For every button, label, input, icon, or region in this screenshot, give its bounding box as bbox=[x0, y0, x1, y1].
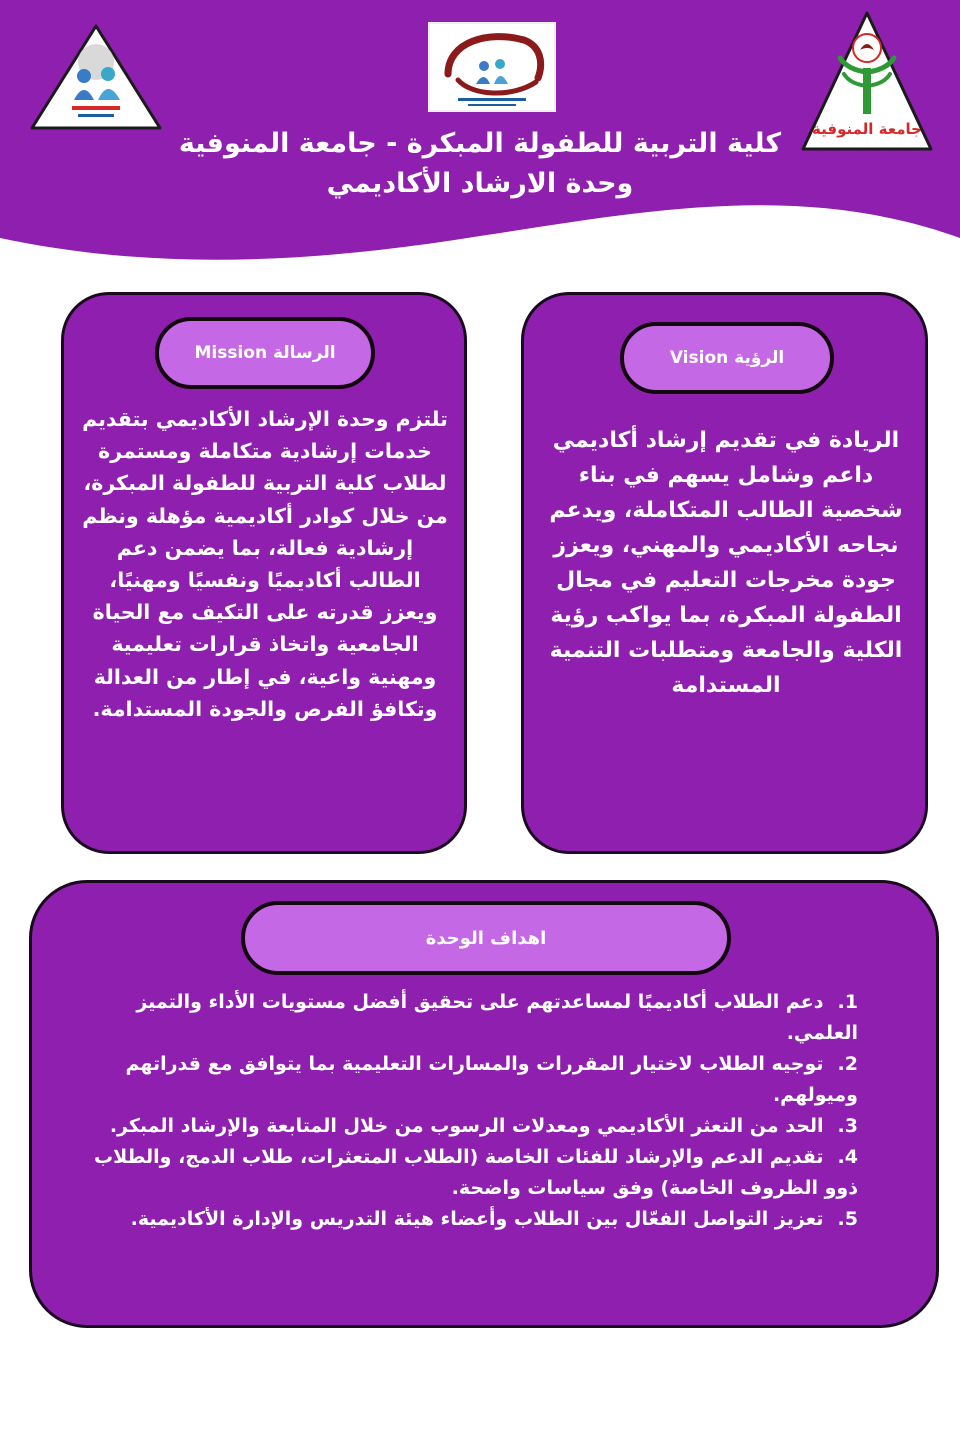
goal-text: توجيه الطلاب لاختيار المقررات والمسارات التعليمية بما يتوافق مع قدراتهم وميولهم. bbox=[125, 1053, 858, 1106]
goals-label-pill bbox=[241, 901, 731, 975]
goal-number: 4. bbox=[837, 1146, 858, 1168]
mission-label-pill bbox=[155, 317, 375, 389]
page-subtitle: وحدة الارشاد الأكاديمي bbox=[326, 168, 634, 199]
goal-text: تعزيز التواصل الفعّال بين الطلاب وأعضاء هيئة التدريس والإدارة الأكاديمية. bbox=[130, 1208, 824, 1230]
menoufia-logo-text: جامعة المنوفية bbox=[812, 120, 922, 138]
goal-number: 2. bbox=[837, 1053, 858, 1075]
goals-card bbox=[29, 880, 939, 1328]
vision-text: الريادة في تقديم إرشاد أكاديمي داعم وشامل يسهم في بناء شخصية الطالب المتكاملة، ويدعم نجاحه الأكاديمي والمهني، ويعزز جودة مخرجات التعليم في مجال الطفولة المبكرة، بما يواكب رؤية الكلية والجامعة ومتطلبات التنمية المستدامة bbox=[549, 428, 903, 698]
goal-text: الحد من التعثر الأكاديمي ومعدلات الرسوب من خلال المتابعة والإرشاد المبكر. bbox=[109, 1115, 824, 1137]
mission-label: الرسالة Mission bbox=[194, 343, 336, 363]
page-title: كلية التربية للطفولة المبكرة - جامعة المنوفية bbox=[178, 128, 782, 159]
goal-number: 1. bbox=[837, 991, 858, 1013]
goals-list bbox=[68, 987, 858, 1235]
vision-card bbox=[521, 292, 928, 854]
academic-guidance-unit-logo-icon bbox=[428, 22, 556, 112]
goal-number: 5. bbox=[837, 1208, 858, 1230]
goal-text: دعم الطلاب أكاديميًا لمساعدتهم على تحقيق أفضل مستويات الأداء والتميز العلمي. bbox=[136, 991, 858, 1044]
mission-card bbox=[61, 292, 467, 854]
vision-label: الرؤية Vision bbox=[669, 348, 785, 368]
faculty-children-logo-icon bbox=[28, 22, 164, 134]
goal-item bbox=[68, 1142, 858, 1204]
goal-number: 3. bbox=[837, 1115, 858, 1137]
goals-label: اهداف الوحدة bbox=[425, 927, 547, 949]
mission-text: تلتزم وحدة الإرشاد الأكاديمي بتقديم خدمات إرشادية متكاملة ومستمرة لطلاب كلية التربية للطفولة المبكرة، من خلال كوادر أكاديمية مؤهلة ونظم إرشادية فعالة، بما يضمن دعم الطالب أكاديميًا ونفسيًا ومهنيًا، ويعزز قدرته على التكيف مع الحياة الجامعية واتخاذ قرارات تعليمية ومهنية واعية، في إطار من العدالة وتكافؤ الفرص والجودة المستدامة. bbox=[82, 407, 448, 721]
goal-item bbox=[68, 987, 858, 1049]
goal-item bbox=[68, 1111, 858, 1142]
vision-label-pill bbox=[620, 322, 834, 394]
goal-item bbox=[68, 1204, 858, 1235]
goal-text: تقديم الدعم والإرشاد للفئات الخاصة (الطلاب المتعثرات، طلاب الدمج، والطلاب ذوو الظروف الخاصة) وفق سياسات واضحة. bbox=[93, 1146, 858, 1199]
goal-item bbox=[68, 1049, 858, 1111]
